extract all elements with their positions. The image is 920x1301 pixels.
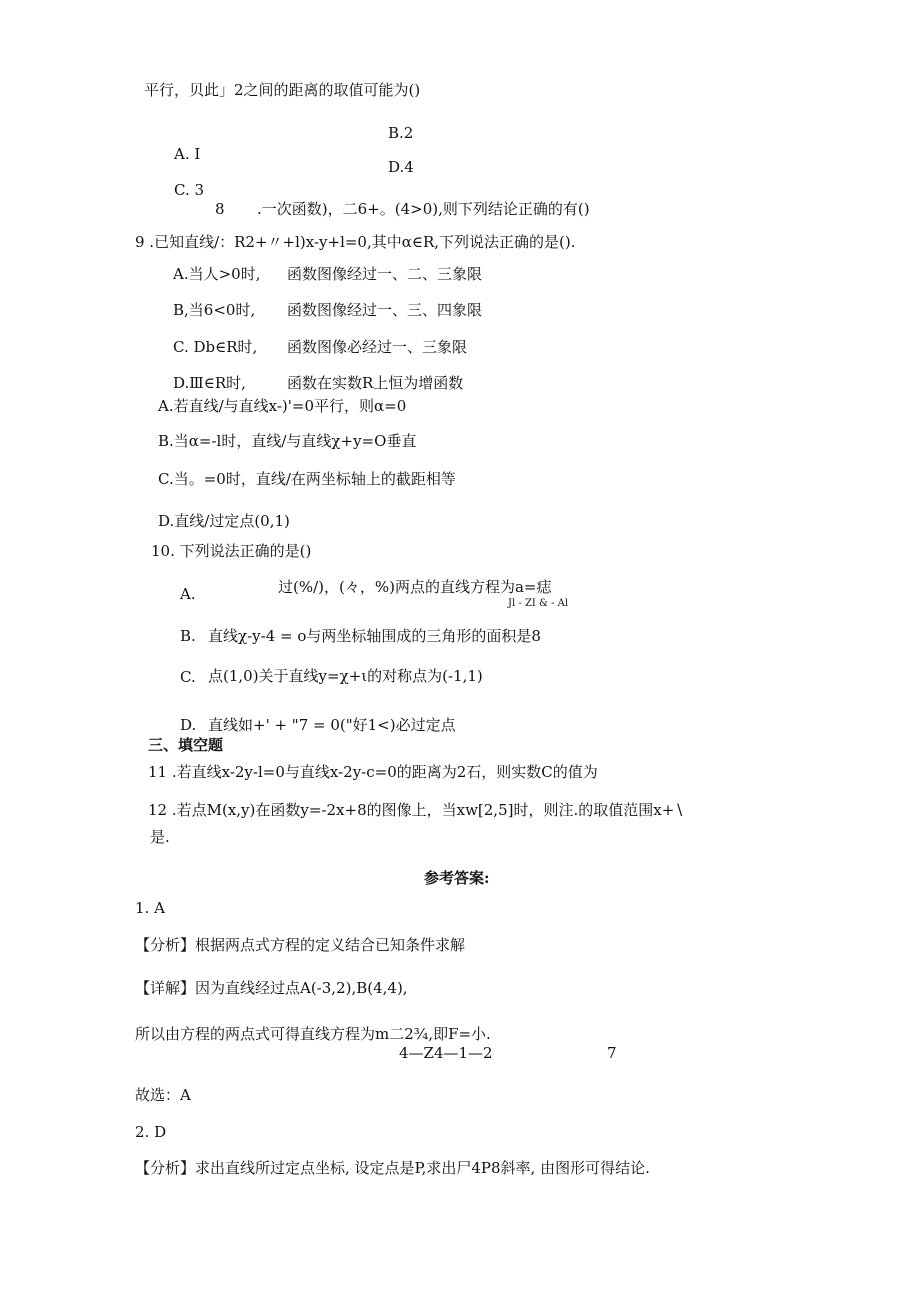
q8-option-d-label: D.Ⅲ∈R时, [173, 374, 246, 392]
answers-title: 参考答案: [424, 869, 490, 887]
answer-2: 2. D [135, 1123, 167, 1141]
q8-option-b-text: 函数图像经过一、三、四象限 [287, 301, 483, 319]
q10-option-a-subscript: Jl - ZI & - Al [508, 598, 569, 609]
answer-1-equation: 所以由方程的两点式可得直线方程为m二2¾,即F=小. [135, 1025, 491, 1043]
q8-number: 8 [215, 200, 225, 218]
q7-option-d: D.4 [388, 158, 414, 176]
q7-option-a: A. I [174, 145, 201, 163]
q10-option-a-label: A. [180, 585, 196, 603]
answer-1-choice: 故选：A [135, 1086, 191, 1104]
q9-option-d: D.直线/过定点(0,1) [158, 512, 290, 530]
q12-stem-line2: 是. [150, 828, 170, 846]
q10-option-a-text: 过(%/)，(々，%)两点的直线方程为a=痣 [278, 578, 552, 596]
answer-1-equation-sub1: 4—Z4—1—2 [399, 1044, 493, 1062]
q10-option-b-label: B. [180, 627, 196, 645]
answer-1-analysis: 【分析】根据两点式方程的定义结合已知条件求解 [135, 936, 466, 954]
q10-option-c-text: 点(1,0)关于直线y=χ+ι的对称点为(-1,1) [208, 667, 483, 685]
q7-option-b: B.2 [388, 124, 414, 142]
q8-stem: .一次函数)，二6+。(4>0),则下列结论正确的有() [257, 200, 590, 218]
q9-option-a: A.若直线/与直线x-)'=0平行，则α=0 [158, 397, 407, 415]
q8-option-a-label: A.当人>0时, [173, 265, 261, 283]
q11-stem: 11 .若直线x-2y-l=0与直线x-2y-c=0的距离为2石，则实数C的值为 [148, 763, 598, 781]
q10-option-c-label: C. [180, 668, 196, 686]
section-title-fill-blank: 三、填空题 [148, 736, 224, 754]
q7-tail-text: 平行，贝此」2之间的距离的取值可能为() [144, 81, 421, 99]
answer-1-equation-sub2: 7 [607, 1044, 617, 1062]
answer-1-detail: 【详解】因为直线经过点A(-3,2),B(4,4), [135, 979, 408, 997]
answer-1: 1. A [135, 899, 165, 917]
q10-stem: 10. 下列说法正确的是() [151, 542, 312, 560]
q8-option-d-text: 函数在实数R上恒为增函数 [287, 374, 464, 392]
q10-option-b-text: 直线χ-y-4 = o与两坐标轴围成的三角形的面积是8 [208, 627, 541, 645]
q12-stem-line1: 12 .若点M(x,y)在函数y=-2x+8的图像上，当xw[2,5]时，则注.的取值范围x+∖ [148, 801, 684, 819]
q9-option-b: B.当α=-l时，直线/与直线χ+y=O垂直 [158, 432, 417, 450]
q8-option-b-label: B,当6<0时, [173, 301, 256, 319]
q10-option-d-text: 直线如+' + "7 = 0("好1<)必过定点 [208, 716, 456, 734]
q10-option-d-label: D. [180, 716, 197, 734]
q9-option-c: C.当。=0时，直线/在两坐标轴上的截距相等 [158, 470, 456, 488]
answer-2-analysis: 【分析】求出直线所过定点坐标, 设定点是P,求出尸4P8斜率, 由图形可得结论. [135, 1159, 650, 1177]
q7-option-c: C. 3 [174, 181, 205, 199]
q9-stem: 9 .已知直线/：R2+〃+l)x-y+l=0,其中α∈R,下列说法正确的是(). [135, 233, 576, 251]
q8-option-a-text: 函数图像经过一、二、三象限 [287, 265, 483, 283]
q8-option-c-text: 函数图像必经过一、三象限 [287, 338, 468, 356]
q8-option-c-label: C. Db∈R时, [173, 338, 258, 356]
